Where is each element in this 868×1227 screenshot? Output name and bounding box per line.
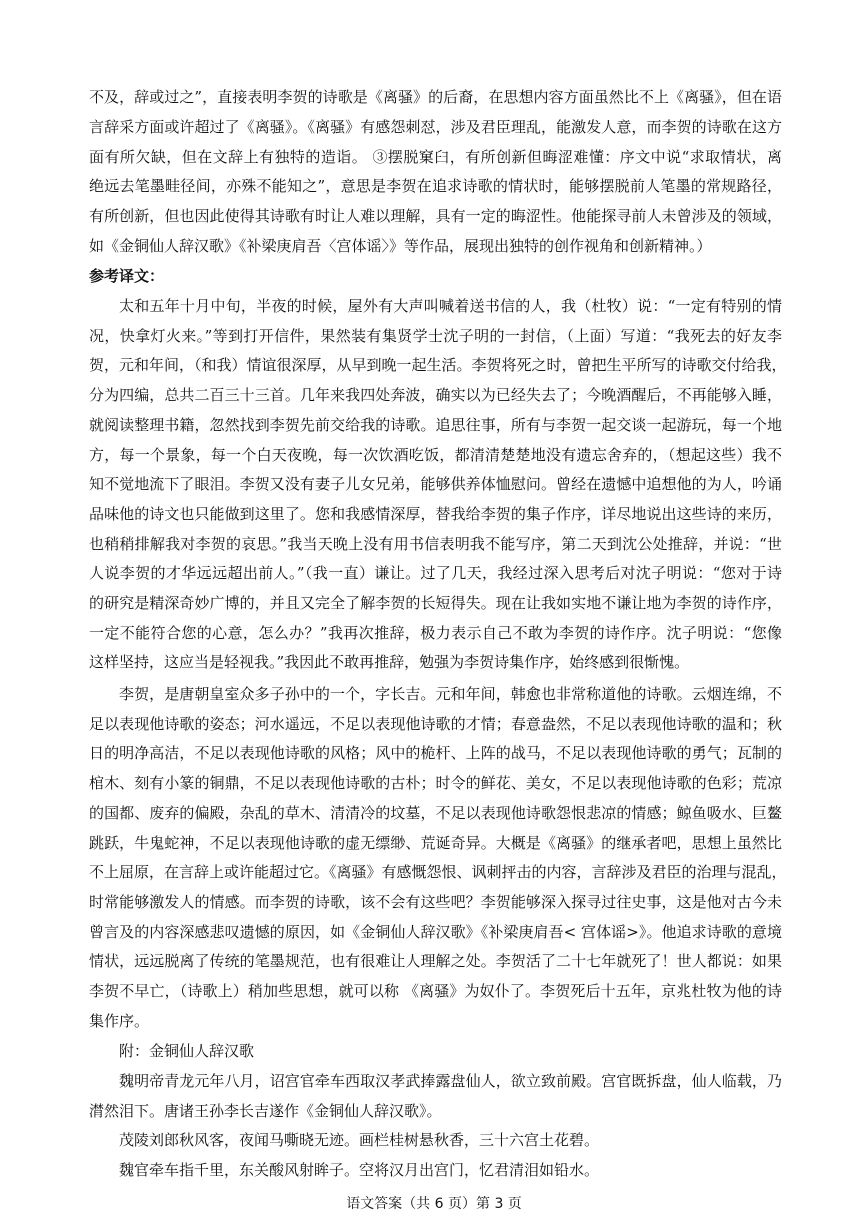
translation-p2-line: 李贺，是唐朝皇室众多子孙中的一个，字长吉。元和年间，韩愈也非常称道他的诗歌。云烟连绵，不 <box>119 685 782 703</box>
translation-p1-line: 知不觉地流下了眼泪。李贺又没有妻子儿女兄弟，能够供养体恤慰问。曾经在遗憾中追想他的为人，吟诵 <box>89 475 782 494</box>
translation-p2-line: 集作序。 <box>89 1011 150 1030</box>
translation-p1-line: 这样坚持，这应当是轻视我。”我因此不敢再推辞，勉强为李贺诗集作序，始终感到很惭愧。 <box>89 653 690 672</box>
translation-heading: 参考译文： <box>89 267 165 285</box>
appendix-title: 附：金铜仙人辞汉歌 <box>119 1042 255 1060</box>
notes-line: 绝远去笔墨畦径间，亦殊不能知之”，意思是李贺在追求诗歌的情状时，能够摆脱前人笔墨的常规路径， <box>89 177 782 196</box>
translation-p2-line: 的国都、废弃的偏殿，杂乱的草木、清清冷的坟墓，不足以表现他诗歌怨恨悲凉的情感；鲸鱼吸水、巨鳌 <box>89 803 782 822</box>
appendix-preface-line: 魏明帝青龙元年八月，诏宫官牵车西取汉孝武捧露盘仙人，欲立致前殿。宫官既拆盘，仙人临载，乃 <box>119 1072 782 1090</box>
translation-p1-line: 太和五年十月中旬，半夜的时候，屋外有大声叫喊着送书信的人，我（杜牧）说：“一定有特别的情 <box>119 297 782 315</box>
translation-p2-line: 不上屈原，在言辞上或许能超过它。《离骚》有感慨怨恨、讽刺抨击的内容，言辞涉及君臣的治理与混乱， <box>89 863 787 882</box>
translation-p2-line: 日的明净高洁，不足以表现他诗歌的风格；风中的桅杆、上阵的战马，不足以表现他诗歌的勇气；瓦制的 <box>89 744 782 763</box>
translation-p1-line: 就阅读整理书籍，忽然找到李贺先前交给我的诗歌。追思往事，所有与李贺一起交谈一起游玩，每一个地 <box>89 415 782 434</box>
notes-line: 如《金铜仙人辞汉歌》《补梁庚肩吾〈宫体谣〉》等作品，展现出独特的创作视角和创新精神。） <box>89 237 712 255</box>
translation-p1-line: 人说李贺的才华远远超出前人。”（我一直）谦让。过了几天，我经过深入思考后对沈子明说：“您对于诗 <box>89 564 782 583</box>
translation-p2-line: 曾言及的内容深感悲叹遗憾的原因，如《金铜仙人辞汉歌》《补梁庚肩吾< 宫体谣>》。他追求诗歌的意境 <box>89 922 782 941</box>
translation-p1-line: 方，每一个景象，每一个白天夜晚，每一次饮酒吃饭，都清清楚楚地没有遗忘舍弃的，（想起这些）我不 <box>89 445 782 464</box>
notes-line: 有所创新，但也因此使得其诗歌有时让人难以理解，具有一定的晦涩性。他能探寻前人未曾涉及的领域， <box>89 207 782 226</box>
translation-p2-line: 情状，远远脱离了传统的笔墨规范，也有很难让人理解之处。李贺活了二十七年就死了！世人都说：如果 <box>89 952 782 971</box>
translation-p1-line: 况，快拿灯火来。”等到打开信件，果然装有集贤学士沈子明的一封信，（上面）写道：“我死去的好友李 <box>89 326 782 345</box>
translation-p1-line: 贺，元和年间，（和我）情谊很深厚，从早到晚一起生活。李贺将死之时，曾把生平所写的诗歌交付给我， <box>89 356 787 375</box>
poem-line: 茂陵刘郎秋风客，夜闻马嘶晓无迹。画栏桂树悬秋香，三十六宫土花碧。 <box>119 1131 600 1149</box>
page-footer: 语文答案（共 6 页）第 3 页 <box>346 1196 522 1212</box>
appendix-preface-line: 潸然泪下。唐诸王孙李长吉遂作《金铜仙人辞汉歌》。 <box>89 1101 442 1120</box>
translation-p2-line: 时常能够激发人的情感。而李贺的诗歌，该不会有这些吧？李贺能够深入探寻过往史事，这是他对古今未 <box>89 892 782 911</box>
translation-p1-line: 一定不能符合您的心意，怎么办？”我再次推辞，极力表示自己不敢为李贺的诗作序。沈子明说：“您像 <box>89 623 782 642</box>
translation-p1-line: 的研究是精深奇妙广博的，并且又完全了解李贺的长短得失。现在让我如实地不谦让地为李贺的诗作序， <box>89 594 782 612</box>
translation-p1-line: 分为四编，总共二百三十三首。几年来我四处奔波，确实以为已经失去了；今晚酒醒后，不再能够入睡， <box>89 386 782 405</box>
translation-p2-line: 李贺不早亡，（诗歌上）稍加些思想，就可以称 《离骚》为奴仆了。李贺死后十五年，京兆杜牧为他的诗 <box>89 982 782 1000</box>
translation-p2-line: 足以表现他诗歌的姿态；河水遥远，不足以表现他诗歌的才情；春意盎然，不足以表现他诗歌的温和；秋 <box>89 714 782 733</box>
notes-line: 面有所欠缺，但在文辞上有独特的造诣。 ③摆脱窠臼，有所创新但晦涩难懂：序文中说“求取情状，离 <box>89 147 782 166</box>
translation-p2-line: 跳跃，牛鬼蛇神，不足以表现他诗歌的虚无缥缈、荒诞奇异。大概是《离骚》的继承者吧，思想上虽然比 <box>89 833 782 852</box>
translation-p1-line: 也稍稍排解我对李贺的哀思。”我当天晚上没有用书信表明我不能写序，第二天到沈公处推辞，并说：“世 <box>89 534 782 553</box>
notes-line: 不及，辞或过之”，直接表明李贺的诗歌是《离骚》的后裔，在思想内容方面虽然比不上《离骚》，但在语 <box>89 88 782 106</box>
translation-p2-line: 棺木、刻有小篆的铜鼎，不足以表现他诗歌的古朴；时令的鲜花、美女，不足以表现他诗歌的色彩；荒凉 <box>89 774 782 793</box>
translation-p1-line: 品味他的诗文也只能做到这里了。您和我感情深厚，替我给李贺的集子作序，详尽地说出这些诗的来历， <box>89 504 782 523</box>
poem-line: 魏官牵车指千里，东关酸风射眸子。空将汉月出宫门，忆君清泪如铅水。 <box>119 1160 600 1179</box>
notes-line: 言辞采方面或许超过了《离骚》。《离骚》有感怨刺怼，涉及君臣理乱，能激发人意，而李贺的诗歌在这方 <box>89 117 782 136</box>
